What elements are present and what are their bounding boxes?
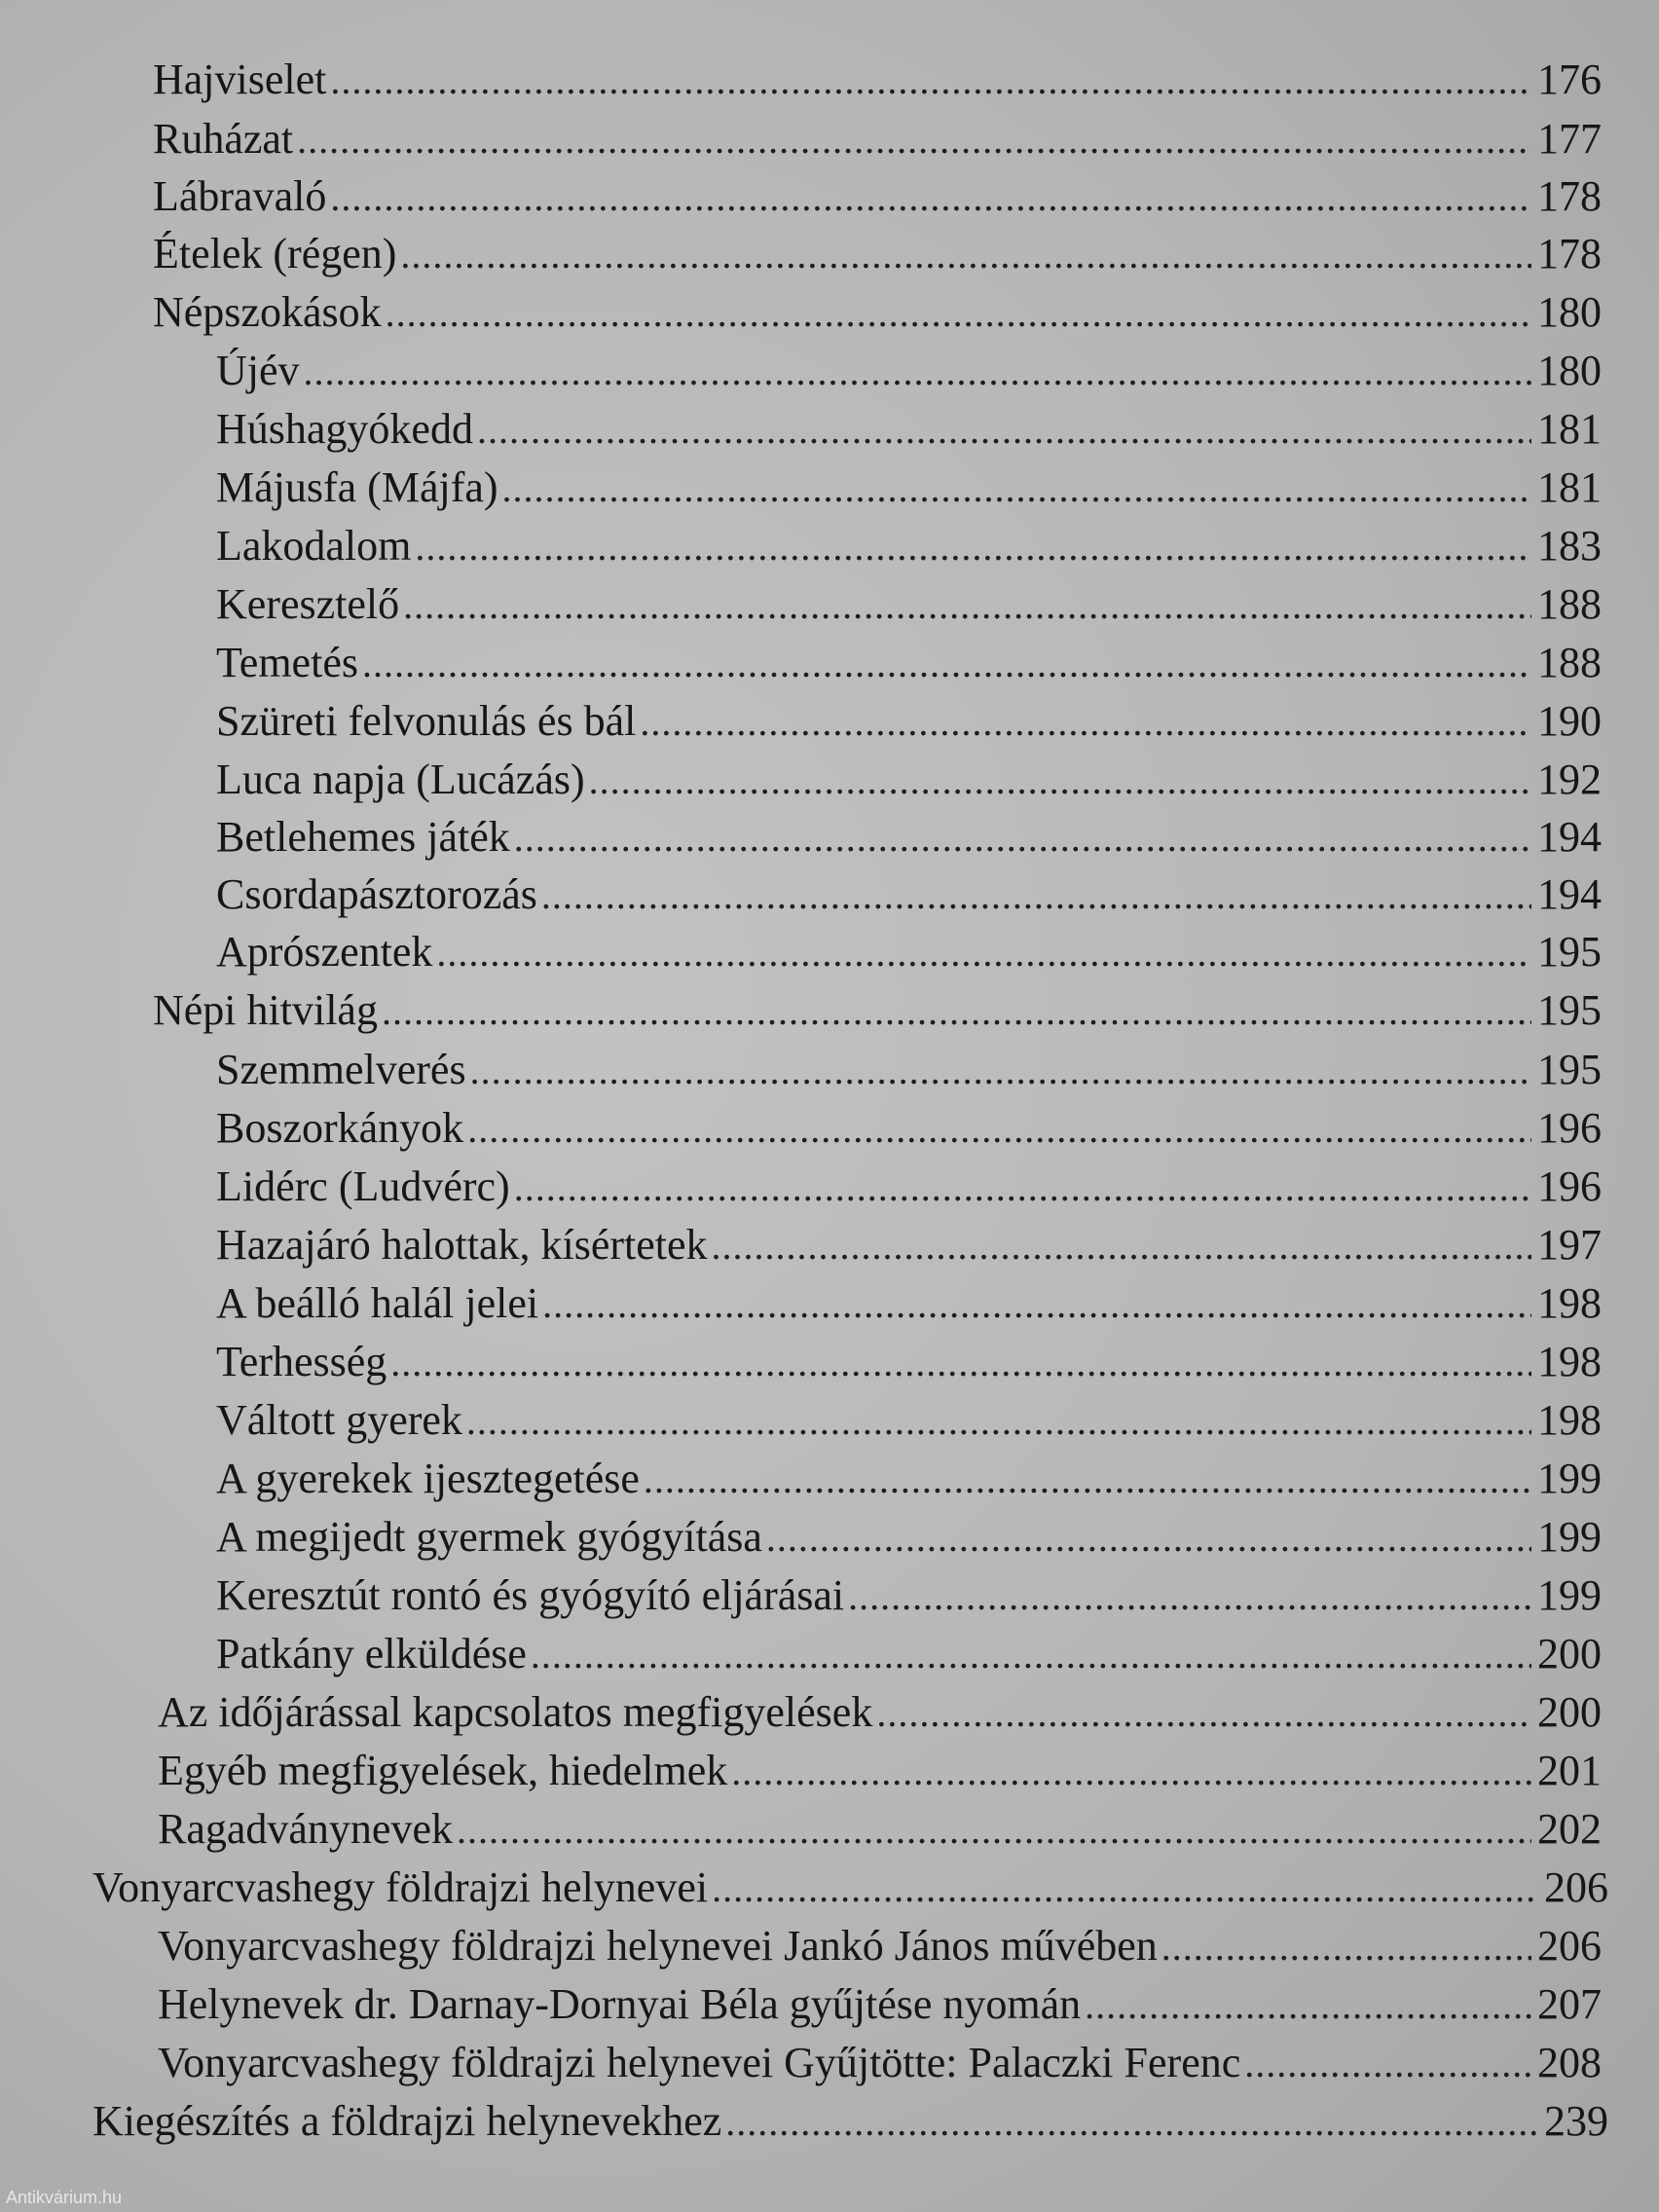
dot-leader [403, 576, 1531, 635]
dot-leader [502, 460, 1531, 518]
toc-entry-title: Keresztelő [216, 580, 400, 628]
toc-entry-temetes [216, 634, 1602, 692]
toc-entry-page: 206 [1537, 1922, 1602, 1970]
toc-entry-page: 197 [1537, 1221, 1602, 1269]
toc-entry-darnay-dornyai [158, 1975, 1602, 2034]
toc-entry-title: Aprószentek [216, 928, 433, 976]
dot-leader [725, 2093, 1538, 2152]
toc-entry-page: 178 [1537, 172, 1602, 220]
toc-entry-szureti [216, 692, 1602, 751]
toc-entry-title: Temetés [216, 639, 358, 686]
toc-entry-title: A beálló halál jelei [216, 1279, 539, 1327]
toc-entry-page: 176 [1537, 55, 1602, 103]
dot-leader [848, 1567, 1531, 1626]
toc-entry-idojaras [158, 1683, 1602, 1742]
toc-entry-page: 181 [1537, 463, 1602, 511]
toc-entry-ijesztegetes [216, 1450, 1602, 1508]
dot-leader [330, 168, 1531, 227]
toc-entry-liderc [216, 1158, 1602, 1216]
toc-entry-title: Májusfa (Májfa) [216, 463, 498, 511]
toc-entry-majusfa [216, 459, 1602, 517]
toc-entry-title: Patkány elküldése [216, 1630, 527, 1677]
toc-entry-beallo-halal [216, 1274, 1602, 1333]
dot-leader [541, 866, 1531, 925]
toc-entry-title: A gyerekek ijesztegetése [216, 1455, 640, 1502]
dot-leader [644, 1451, 1531, 1509]
toc-entry-luca [216, 751, 1602, 809]
toc-entry-title: Szüreti felvonulás és bál [216, 697, 637, 745]
toc-entry-title: Szemmelverés [216, 1046, 466, 1093]
dot-leader [390, 1334, 1531, 1392]
toc-entry-title: Betlehemes játék [216, 813, 510, 861]
toc-entry-page: 199 [1537, 1455, 1602, 1502]
toc-entry-title: Váltott gyerek [216, 1396, 462, 1444]
toc-entry-ruhazat [153, 110, 1602, 168]
dot-leader [1161, 1918, 1531, 1976]
toc-entry-nepszokasok [153, 283, 1602, 342]
toc-entry-page: 180 [1537, 288, 1602, 336]
toc-entry-title: Ragadványnevek [158, 1805, 453, 1853]
dot-leader [470, 1042, 1531, 1100]
toc-entry-title: Hazajáró halottak, kísértetek [216, 1221, 708, 1269]
toc-entry-page: 194 [1537, 870, 1602, 918]
dot-leader [436, 924, 1531, 982]
toc-entry-page: 198 [1537, 1279, 1602, 1327]
toc-entry-valtott-gyerek [216, 1391, 1602, 1450]
toc-entry-boszorkanyok [216, 1099, 1602, 1158]
dot-leader [542, 1275, 1531, 1334]
toc-entry-page: 199 [1537, 1513, 1602, 1561]
toc-entry-title: Keresztút rontó és gyógyító eljárásai [216, 1571, 845, 1619]
toc-entry-page: 183 [1537, 522, 1602, 570]
toc-entry-page: 200 [1537, 1688, 1602, 1736]
dot-leader [1244, 2035, 1531, 2093]
toc-entry-page: 188 [1537, 580, 1602, 628]
toc-entry-janko-janos [158, 1917, 1602, 1975]
toc-entry-page: 200 [1537, 1630, 1602, 1677]
toc-entry-palaczki [158, 2034, 1602, 2092]
dot-leader [712, 1217, 1531, 1275]
dot-leader [400, 226, 1531, 284]
toc-entry-page: 196 [1537, 1104, 1602, 1152]
dot-leader [382, 982, 1531, 1041]
toc-entry-title: Lakodalom [216, 522, 412, 570]
toc-entry-title: Egyéb megfigyelések, hiedelmek [158, 1747, 728, 1794]
dot-leader [1085, 1976, 1531, 2035]
toc-entry-title: Lidérc (Ludvérc) [216, 1162, 510, 1210]
toc-entry-page: 199 [1537, 1571, 1602, 1619]
dot-leader [457, 1801, 1531, 1860]
toc-entry-foldrajzi-helynevek [92, 1859, 1608, 1917]
toc-entry-title: Vonyarcvashegy földrajzi helynevei Jankó János művében [158, 1922, 1158, 1970]
toc-entry-title: Újév [216, 347, 300, 394]
dot-leader [712, 1860, 1538, 1918]
toc-entry-title: Lábravaló [153, 172, 327, 220]
toc-entry-ragadvanynevek [158, 1800, 1602, 1859]
toc-entry-page: 181 [1537, 405, 1602, 453]
toc-entry-page: 208 [1537, 2039, 1602, 2086]
toc-entry-title: Ruházat [153, 115, 294, 163]
toc-entry-keresztut [216, 1567, 1602, 1625]
toc-entry-hazajaro [216, 1216, 1602, 1274]
dot-leader [466, 1392, 1531, 1451]
dot-leader [297, 111, 1531, 169]
toc-entry-hushagyokedd [216, 400, 1602, 459]
toc-entry-lakodalom [216, 517, 1602, 575]
toc-entry-title: Ételek (régen) [153, 230, 397, 277]
toc-entry-page: 198 [1537, 1396, 1602, 1444]
toc-entry-szemmelveres [216, 1041, 1602, 1099]
toc-entry-title: Húshagyókedd [216, 405, 473, 453]
dot-leader [589, 752, 1531, 810]
dot-leader [731, 1743, 1531, 1801]
toc-entry-page: 194 [1537, 813, 1602, 861]
toc-entry-title: Vonyarcvashegy földrajzi helynevei Gyűjtötte: Palaczki Ferenc [158, 2039, 1241, 2086]
dot-leader [386, 284, 1531, 343]
dot-leader [766, 1509, 1531, 1567]
toc-entry-title: Helynevek dr. Darnay-Dornyai Béla gyűjtése nyomán [158, 1980, 1082, 2028]
toc-entry-page: 188 [1537, 639, 1602, 686]
toc-entry-kiegeszites [92, 2092, 1608, 2151]
dot-leader [640, 693, 1531, 752]
dot-leader [514, 1159, 1531, 1217]
toc-entry-page: 202 [1537, 1805, 1602, 1853]
dot-leader [415, 518, 1531, 576]
dot-leader [531, 1626, 1531, 1684]
toc-entry-page: 239 [1544, 2097, 1608, 2145]
toc-entry-etelek [153, 225, 1602, 283]
toc-entry-page: 177 [1537, 115, 1602, 163]
toc-entry-page: 201 [1537, 1747, 1602, 1794]
toc-entry-hajviselet [153, 51, 1602, 109]
toc-entry-aproszentek [216, 923, 1602, 981]
dot-leader [304, 343, 1531, 401]
toc-entry-title: Vonyarcvashegy földrajzi helynevei [92, 1863, 709, 1911]
toc-entry-egyeb-megfigyelesek [158, 1742, 1602, 1800]
toc-entry-page: 206 [1544, 1863, 1608, 1911]
toc-entry-megijedt-gyermek [216, 1508, 1602, 1567]
dot-leader [477, 401, 1531, 460]
toc-entry-page: 196 [1537, 1162, 1602, 1210]
dot-leader [330, 52, 1531, 110]
toc-entry-page: 190 [1537, 697, 1602, 745]
dot-leader [467, 1100, 1531, 1159]
toc-entry-page: 207 [1537, 1980, 1602, 2028]
toc-entry-page: 180 [1537, 347, 1602, 394]
dot-leader [514, 809, 1531, 867]
toc-entry-page: 195 [1537, 928, 1602, 976]
toc-entry-title: Hajviselet [153, 55, 327, 103]
toc-entry-patkany [216, 1625, 1602, 1683]
dot-leader [362, 635, 1531, 693]
toc-entry-page: 198 [1537, 1338, 1602, 1385]
toc-entry-title: Az időjárással kapcsolatos megfigyelések [158, 1688, 873, 1736]
toc-entry-title: Csordapásztorozás [216, 870, 537, 918]
dot-leader [876, 1684, 1531, 1743]
watermark: Antikvárium.hu [6, 2188, 123, 2207]
toc-entry-page: 195 [1537, 1046, 1602, 1093]
toc-entry-title: Népszokások [153, 288, 382, 336]
toc-entry-kereszlelo [216, 575, 1602, 634]
toc-entry-labravalo [153, 167, 1602, 226]
toc-entry-title: Kiegészítés a földrajzi helynevekhez [92, 2097, 722, 2145]
toc-entry-page: 192 [1537, 756, 1602, 803]
toc-entry-page: 195 [1537, 986, 1602, 1034]
toc-entry-title: Boszorkányok [216, 1104, 464, 1152]
toc-entry-title: A megijedt gyermek gyógyítása [216, 1513, 762, 1561]
toc-entry-ujev [216, 342, 1602, 400]
toc-entry-terhesseg [216, 1333, 1602, 1391]
toc-entry-nepi-hitvilag [153, 981, 1602, 1040]
toc-entry-csordapasztorozas [216, 866, 1602, 924]
toc-entry-title: Terhesség [216, 1338, 387, 1385]
toc-entry-page: 178 [1537, 230, 1602, 277]
toc-entry-title: Luca napja (Lucázás) [216, 756, 585, 803]
toc-entry-title: Népi hitvilág [153, 986, 378, 1034]
toc-entry-betlehemes [216, 808, 1602, 866]
